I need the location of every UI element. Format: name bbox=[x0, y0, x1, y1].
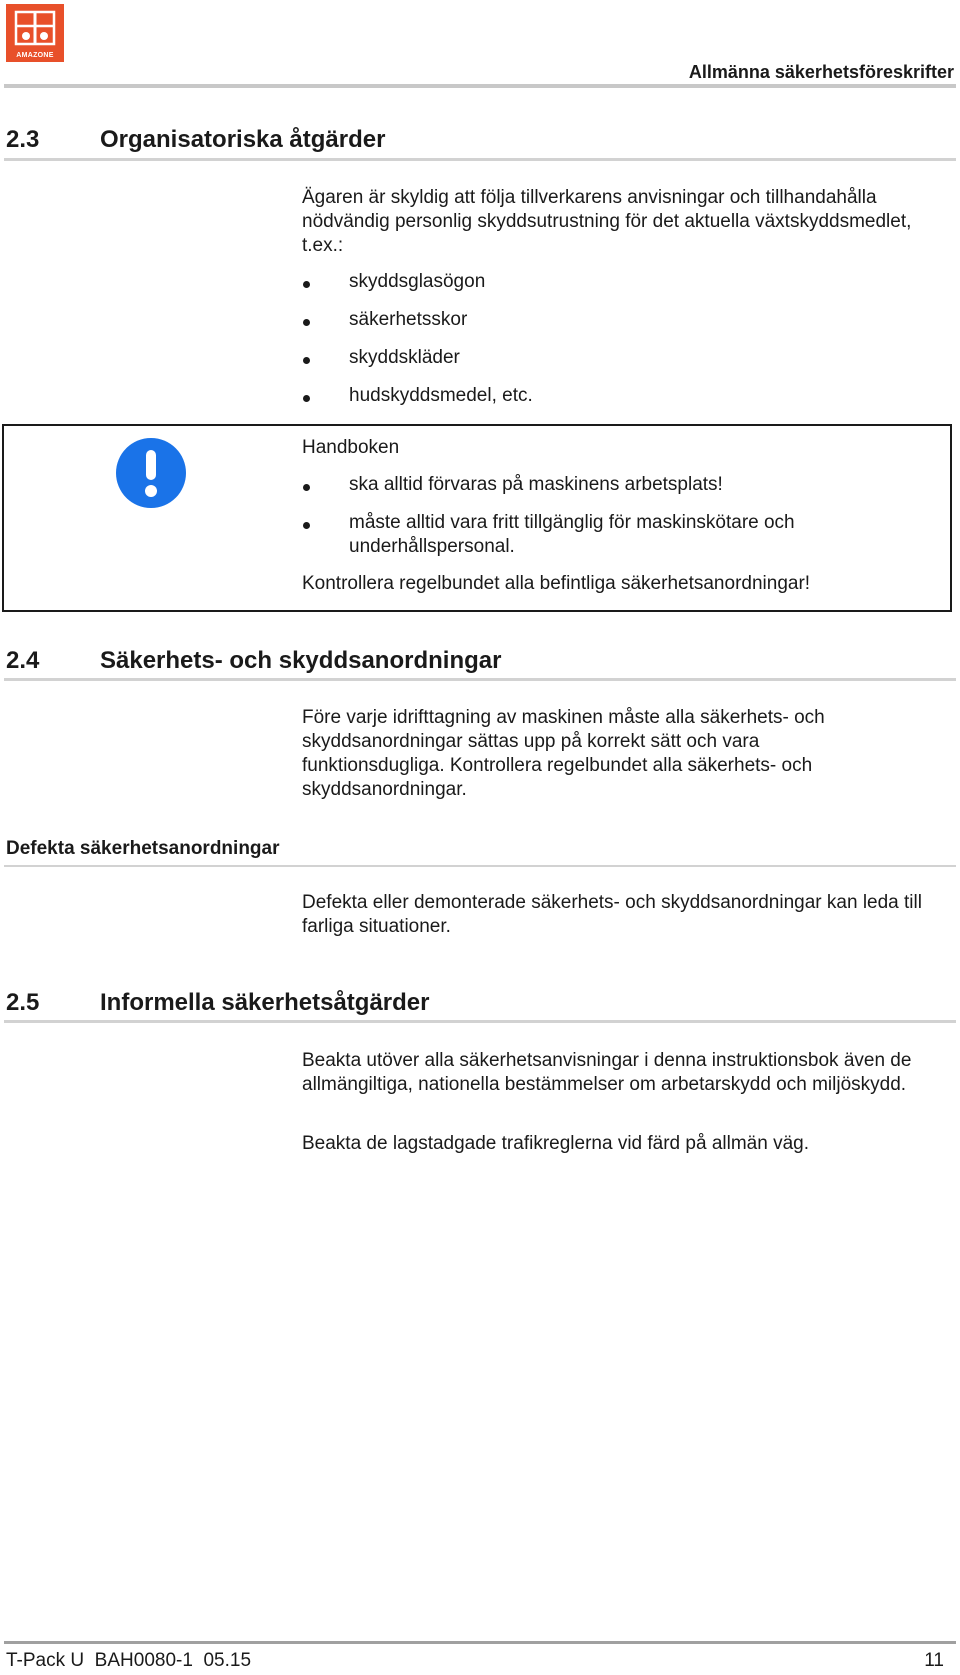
section-paragraph: Beakta utöver alla säkerhetsanvisningar i denna instruktionsbok även de allmängiltiga, nationella bestämmelser om arbetarskydd och miljöskydd. bbox=[302, 1050, 912, 1095]
sub-paragraph: Defekta eller demonterade säkerhets- och skyddsanordningar kan leda till farliga situationer. bbox=[302, 892, 922, 937]
section-title: Informella säkerhetsåtgärder bbox=[100, 989, 430, 1016]
list-item: säkerhetsskor bbox=[349, 309, 468, 330]
logo-text: AMAZONE bbox=[16, 52, 54, 59]
intro-paragraph: Ägaren är skyldig att följa tillverkarens anvisningar och tillhandahålla nödvändig personlig skyddsutrustning för det aktuella växtskyddsmedlet, t.ex.: bbox=[302, 187, 912, 256]
section-divider bbox=[4, 158, 956, 161]
footer-divider bbox=[4, 1641, 956, 1644]
page-number: 11 bbox=[924, 1650, 944, 1671]
section-number: 2.5 bbox=[6, 989, 40, 1016]
section-paragraph: Före varje idrifttagning av maskinen måste alla säkerhets- och skyddsanordningar sättas upp på korrekt sätt och vara funktionsdugliga. Kontrollera regelbundet alla säkerhets- och skyddsanordningar. bbox=[302, 707, 825, 800]
bullet-icon bbox=[303, 281, 310, 288]
note-list-item: måste alltid vara fritt tillgänglig för maskinskötare och underhållspersonal. bbox=[349, 512, 795, 557]
exclamation-circle-icon bbox=[116, 438, 186, 508]
header-divider bbox=[4, 84, 956, 88]
list-item: skyddsglasögon bbox=[349, 271, 486, 292]
bullet-icon bbox=[303, 395, 310, 402]
bullet-icon bbox=[303, 484, 310, 491]
running-header-title: Allmänna säkerhetsföreskrifter bbox=[688, 62, 954, 82]
section-paragraph: Beakta de lagstadgade trafikreglerna vid färd på allmän väg. bbox=[302, 1133, 809, 1154]
section-divider bbox=[4, 1020, 956, 1023]
footer-doc-ref: T-Pack U BAH0080-1 05.15 bbox=[6, 1650, 252, 1671]
amazone-logo bbox=[6, 4, 64, 62]
section-number: 2.3 bbox=[6, 126, 40, 153]
section-divider bbox=[4, 678, 956, 681]
list-item: skyddskläder bbox=[349, 347, 460, 368]
sub-heading: Defekta säkerhetsanordningar bbox=[6, 838, 280, 859]
note-lead: Handboken bbox=[302, 437, 400, 458]
section-title: Organisatoriska åtgärder bbox=[100, 126, 386, 153]
bullet-icon bbox=[303, 522, 310, 529]
list-item: hudskyddsmedel, etc. bbox=[349, 385, 533, 406]
section-title: Säkerhets- och skyddsanordningar bbox=[100, 647, 502, 674]
note-list-item: ska alltid förvaras på maskinens arbetsplats! bbox=[349, 474, 723, 495]
bullet-icon bbox=[303, 319, 310, 326]
sub-heading-divider bbox=[4, 865, 956, 867]
bullet-icon bbox=[303, 357, 310, 364]
note-closing: Kontrollera regelbundet alla befintliga säkerhetsanordningar! bbox=[302, 573, 811, 594]
section-number: 2.4 bbox=[6, 647, 40, 674]
logo-mark-icon bbox=[6, 4, 64, 50]
